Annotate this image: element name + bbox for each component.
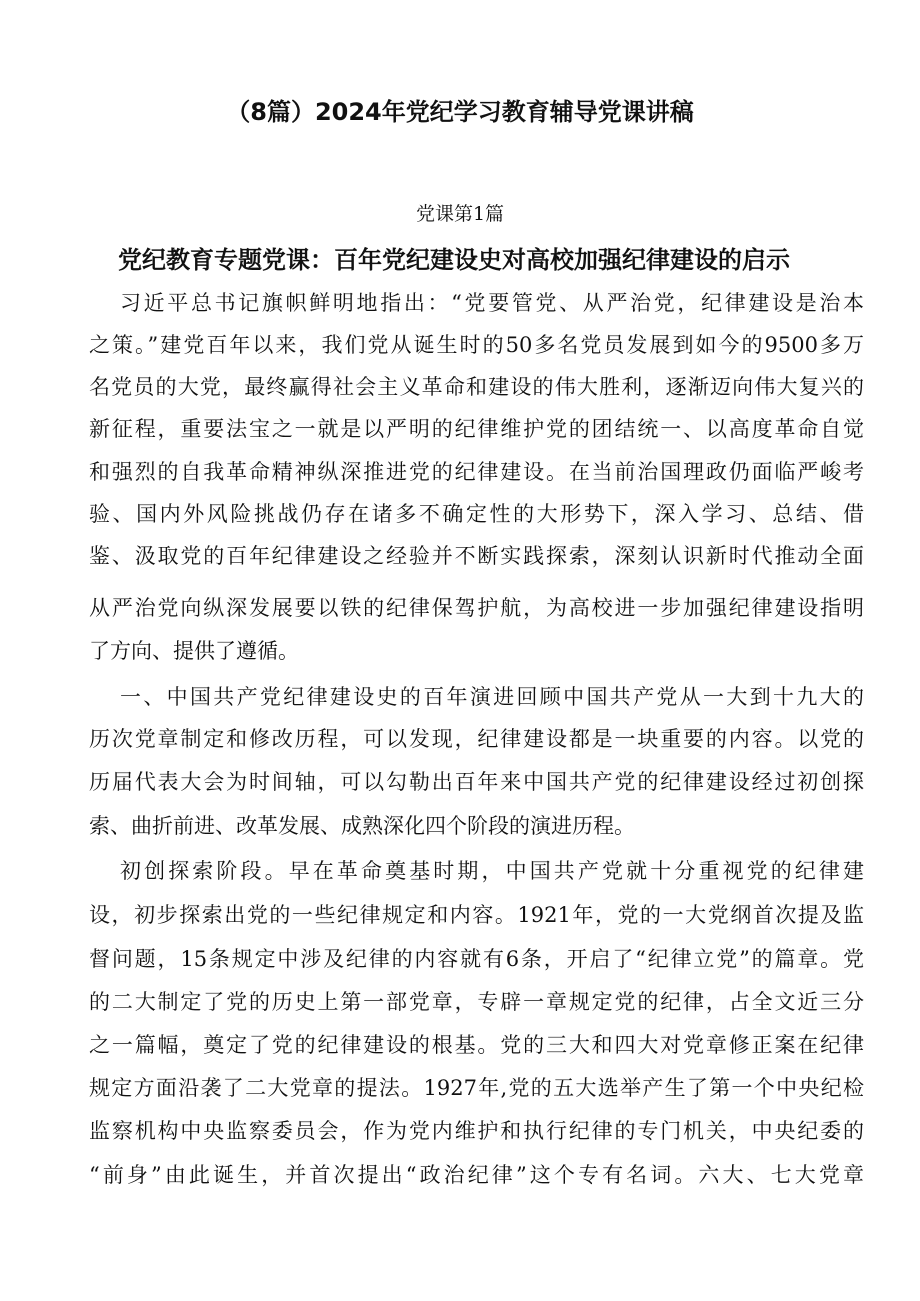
text-line: 和强烈的自我革命精神纵深推进党的纪律建设。在当前治国理政仍面临严峻考 — [89, 460, 864, 484]
text-line: 历次党章制定和修改历程，可以发现，纪律建设都是一块重要的内容。以党的 — [89, 727, 864, 751]
section-label: 党课第1篇 — [415, 203, 505, 225]
text-line: 之策。”建党百年以来，我们党从诞生时的50多名党员发展到如今的9500多万 — [89, 333, 864, 357]
text-line: 一、中国共产党纪律建设史的百年演进回顾中国共产党从一大到十九大的 — [120, 685, 864, 709]
text-line: 鉴、汲取党的百年纪律建设之经验并不断实践探索，深刻认识新时代推动全面 — [89, 544, 864, 568]
document-title: （8篇）2024年党纪学习教育辅导党课讲稿 — [226, 98, 694, 126]
text-line: 从严治党向纵深发展要以铁的纪律保驾护航，为高校进一步加强纪律建设指明 — [89, 596, 864, 620]
text-line: 之一篇幅，奠定了党的纪律建设的根基。党的三大和四大对党章修正案在纪律 — [89, 1033, 864, 1057]
text-line: 设，初步探索出党的一些纪律规定和内容。1921年，党的一大党纲首次提及监 — [89, 903, 864, 927]
text-line: 历届代表大会为时间轴，可以勾勒出百年来中国共产党的纪律建设经过初创探 — [89, 770, 864, 794]
text-line: 了方向、提供了遵循。 — [89, 639, 299, 663]
text-line: 索、曲折前进、改革发展、成熟深化四个阶段的演进历程。 — [89, 814, 635, 838]
text-line: 督问题，15条规定中涉及纪律的内容就有6条，开启了“纪律立党”的篇章。党 — [89, 947, 864, 971]
text-line: 初创探索阶段。早在革命奠基时期，中国共产党就十分重视党的纪律建 — [120, 859, 864, 883]
text-line: 规定方面沿袭了二大党章的提法。1927年,党的五大选举产生了第一个中央纪检 — [89, 1076, 864, 1100]
text-line: 新征程，重要法宝之一就是以严明的纪律维护党的团结统一、以高度革命自觉 — [89, 417, 864, 441]
lecture-subtitle: 党纪教育专题党课：百年党纪建设史对高校加强纪律建设的启示 — [118, 246, 790, 274]
text-line: 的二大制定了党的历史上第一部党章，专辟一章规定党的纪律，占全文近三分 — [89, 990, 864, 1014]
text-line: 名党员的大党，最终赢得社会主义革命和建设的伟大胜利，逐渐迈向伟大复兴的 — [89, 375, 864, 399]
text-line: 验、国内外风险挑战仍存在诸多不确定性的大形势下，深入学习、总结、借 — [89, 502, 864, 526]
text-line: “前身”由此诞生，并首次提出“政治纪律”这个专有名词。六大、七大党章 — [89, 1163, 864, 1187]
text-line: 监察机构中央监察委员会，作为党内维护和执行纪律的专门机关，中央纪委的 — [89, 1119, 864, 1143]
text-line: 习近平总书记旗帜鲜明地指出：“党要管党、从严治党，纪律建设是治本 — [120, 291, 864, 315]
